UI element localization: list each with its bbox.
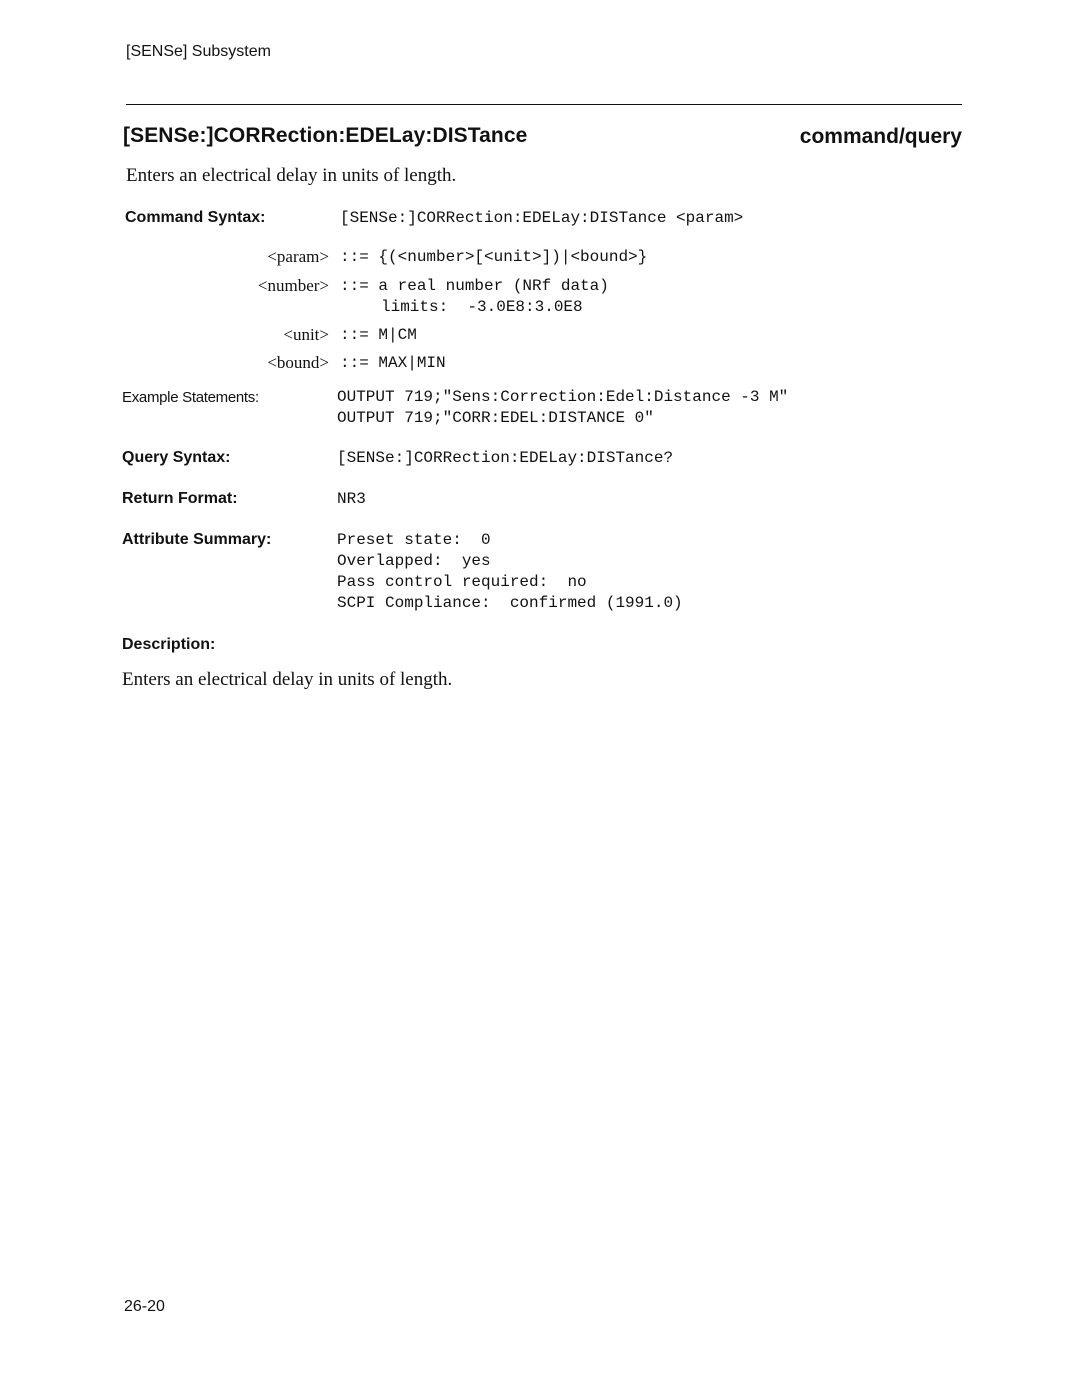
return-format-label: Return Format:	[122, 490, 238, 507]
description-text: Enters an electrical delay in units of length.	[122, 669, 453, 690]
return-format-value: NR3	[337, 490, 366, 508]
description-label: Description:	[122, 636, 216, 653]
command-syntax-value: [SENSe:]CORRection:EDELay:DISTance <param>	[340, 209, 744, 227]
param-def-param: ::= {(<number>[<unit>])|<bound>}	[340, 248, 648, 266]
running-head: [SENSe] Subsystem	[126, 43, 271, 60]
attribute-pass-control: Pass control required: no	[337, 573, 587, 591]
query-syntax-label: Query Syntax:	[122, 449, 231, 466]
attribute-scpi-compliance: SCPI Compliance: confirmed (1991.0)	[337, 594, 683, 612]
page-number: 26-20	[124, 1298, 165, 1315]
query-syntax-value: [SENSe:]CORRection:EDELay:DISTance?	[337, 449, 674, 467]
command-summary: Enters an electrical delay in units of length.	[126, 165, 457, 186]
example-statements-label: Example Statements:	[122, 389, 259, 406]
command-type: command/query	[799, 125, 962, 148]
param-def-limits: limits: -3.0E8:3.0E8	[381, 298, 583, 316]
example-line-1: OUTPUT 719;"Sens:Correction:Edel:Distance -3 M"	[337, 388, 789, 406]
attribute-overlapped: Overlapped: yes	[337, 552, 491, 570]
param-def-number: ::= a real number (NRf data)	[340, 277, 609, 295]
param-name-unit: <unit>	[283, 325, 329, 344]
param-name-bound: <bound>	[267, 353, 329, 372]
command-title: [SENSe:]CORRection:EDELay:DISTance	[123, 124, 528, 147]
example-line-2: OUTPUT 719;"CORR:EDEL:DISTANCE 0"	[337, 409, 654, 427]
param-def-bound: ::= MAX|MIN	[340, 354, 446, 372]
attribute-preset-state: Preset state: 0	[337, 531, 491, 549]
header-rule	[126, 104, 962, 105]
attribute-summary-label: Attribute Summary:	[122, 531, 272, 548]
param-name-param: <param>	[267, 247, 329, 266]
command-syntax-label: Command Syntax:	[125, 209, 266, 226]
param-def-unit: ::= M|CM	[340, 326, 417, 344]
param-name-number: <number>	[257, 276, 329, 295]
